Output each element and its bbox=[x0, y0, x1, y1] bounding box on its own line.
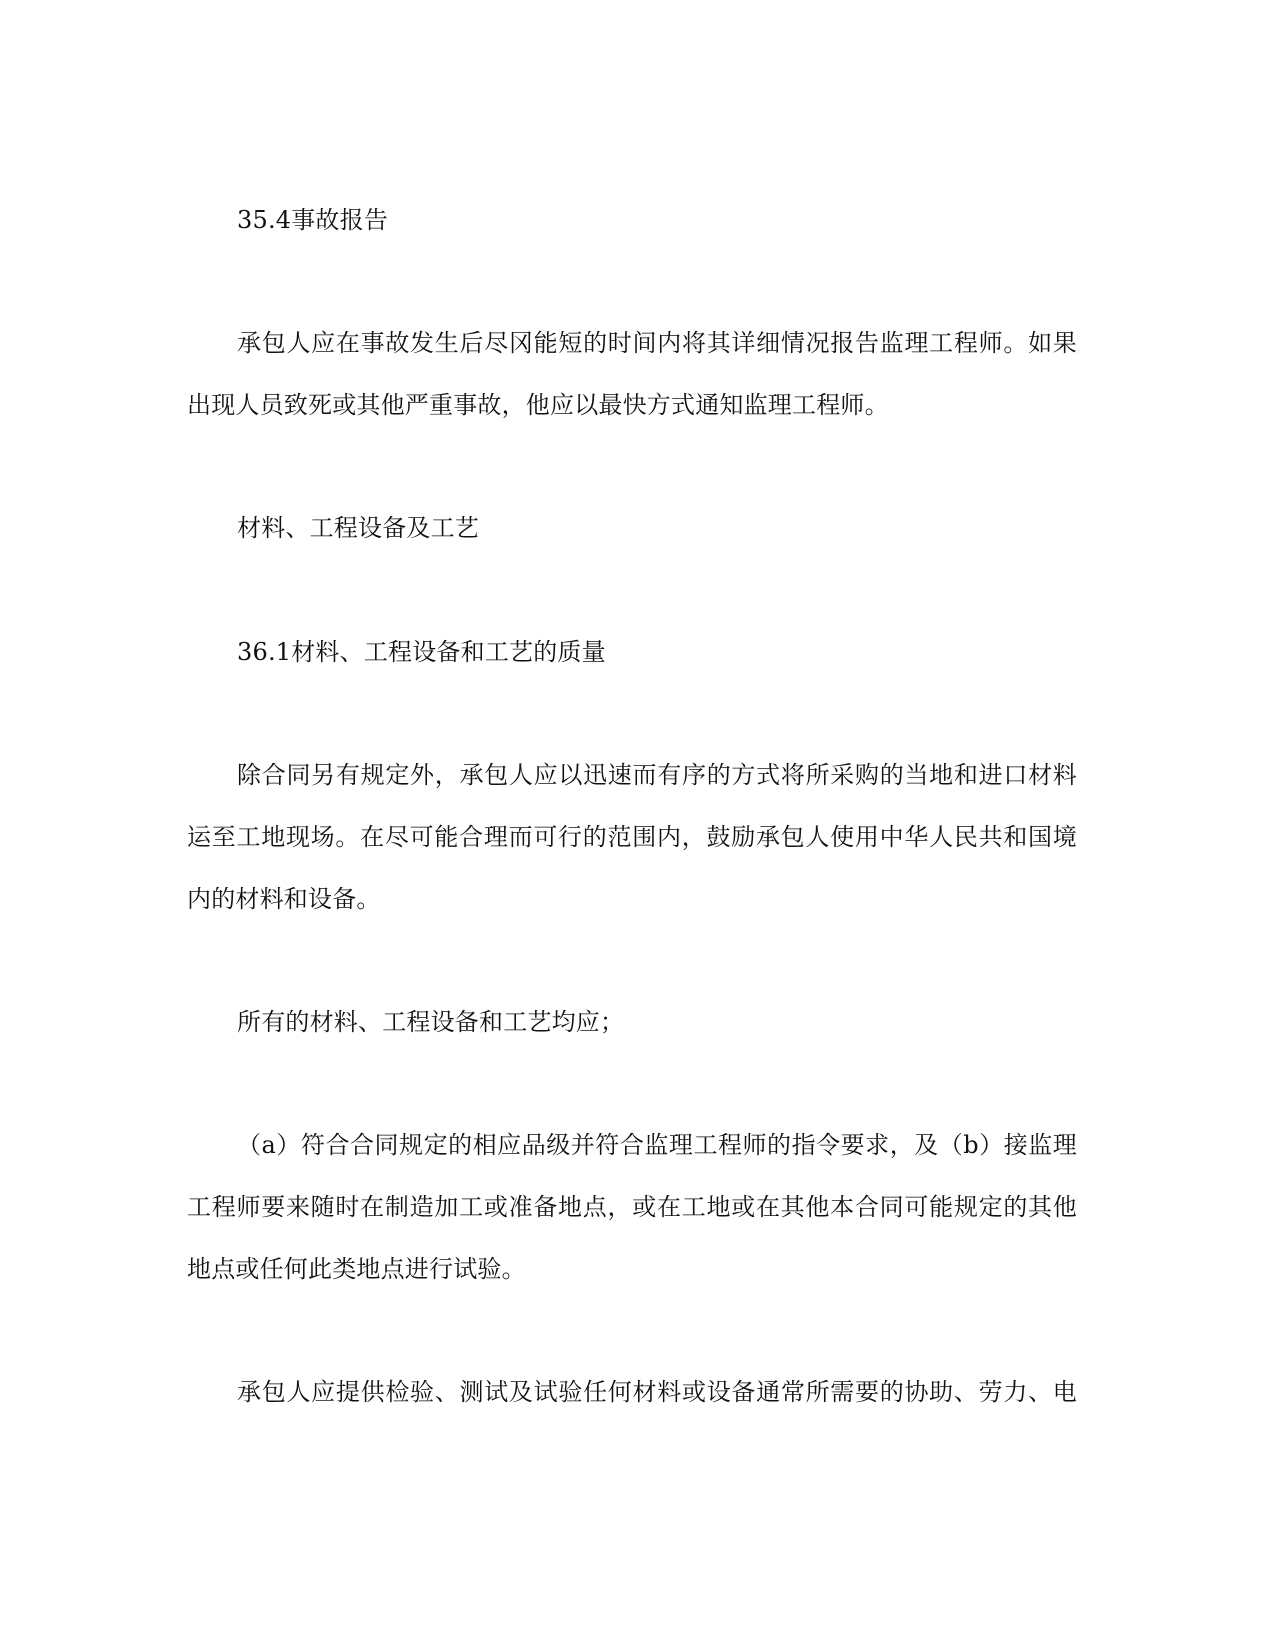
paragraph-requirements-line-2: 工程师要来随时在制造加工或准备地点，或在工地或在其他本合同可能规定的其他 bbox=[187, 1193, 1077, 1221]
paragraph-requirements-line-3: 地点或任何此类地点进行试验。 bbox=[187, 1255, 526, 1283]
paragraph-materials-transport-line-3: 内的材料和设备。 bbox=[187, 885, 381, 913]
paragraph-requirements-line-1: （a）符合合同规定的相应品级并符合监理工程师的指令要求，及（b）接监理 bbox=[237, 1131, 1077, 1159]
paragraph-inspection-line-1: 承包人应提供检验、测试及试验任何材料或设备通常所需要的协助、劳力、电 bbox=[237, 1378, 1077, 1406]
paragraph-all-materials: 所有的材料、工程设备和工艺均应； bbox=[237, 1008, 625, 1036]
section-heading-materials: 材料、工程设备及工艺 bbox=[237, 514, 479, 542]
paragraph-accident-report-line-1: 承包人应在事故发生后尽冈能短的时间内将其详细情况报告监理工程师。如果 bbox=[237, 329, 1077, 357]
paragraph-materials-transport-line-1: 除合同另有规定外，承包人应以迅速而有序的方式将所采购的当地和进口材料 bbox=[237, 761, 1077, 789]
section-heading-36-1: 36.1材料、工程设备和工艺的质量 bbox=[237, 638, 606, 666]
section-heading-35-4: 35.4事故报告 bbox=[237, 206, 389, 234]
paragraph-materials-transport-line-2: 运至工地现场。在尽可能合理而可行的范围内，鼓励承包人使用中华人民共和国境 bbox=[187, 823, 1077, 851]
paragraph-accident-report-line-2: 出现人员致死或其他严重事故，他应以最快方式通知监理工程师。 bbox=[187, 391, 889, 419]
